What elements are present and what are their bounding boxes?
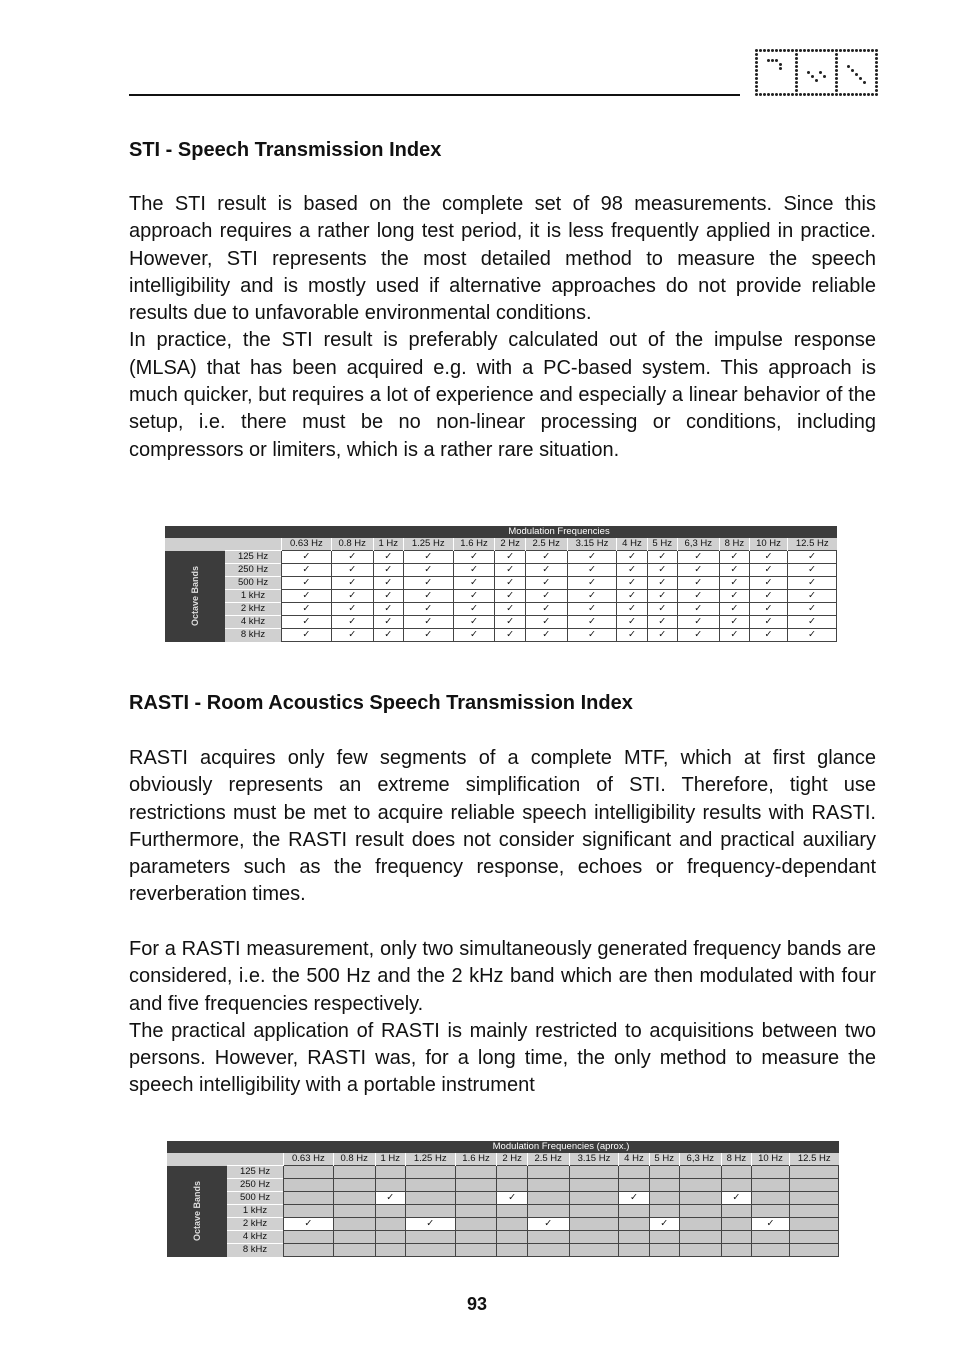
row-label: 2 kHz [225, 603, 282, 616]
table-cell [789, 1192, 838, 1205]
section-heading-rasti: RASTI - Room Acoustics Speech Transmission Index [129, 692, 633, 714]
sti-body-text [129, 191, 876, 464]
table-cell: ✓ [373, 603, 403, 616]
table-cell: ✓ [647, 603, 677, 616]
table-cell [679, 1244, 721, 1257]
table-cell [455, 1179, 497, 1192]
table-row [167, 1179, 839, 1192]
paragraph: RASTI acquires only few segments of a complete MTF, which at first glance obviously represents an extreme simplification of STI. Therefore, tight use restrictions must be met to acquire reliable speech intelligibility results with RASTI. Furthermore, the RASTI result does not consider significant and practical auxiliary parameters such as the frequency response, echoes or frequency-dependant reverberation times. [129, 747, 876, 906]
table-cell: ✓ [751, 1218, 789, 1231]
rasti-body-text-1 [129, 745, 876, 909]
column-header: 0.63 Hz [284, 1153, 334, 1166]
table-cell [527, 1179, 569, 1192]
table-cell: ✓ [719, 564, 749, 577]
table-cell: ✓ [749, 551, 787, 564]
table-cell: ✓ [567, 577, 617, 590]
table-cell: ✓ [453, 616, 495, 629]
table-cell [751, 1205, 789, 1218]
table-cell: ✓ [282, 577, 332, 590]
column-header: 5 Hz [647, 538, 677, 551]
table-cell [789, 1244, 838, 1257]
table-cell: ✓ [677, 603, 719, 616]
table-cell [569, 1166, 619, 1179]
table-cell: ✓ [403, 577, 453, 590]
brand-logo [755, 49, 877, 96]
column-header: 1.6 Hz [453, 538, 495, 551]
table-cell: ✓ [677, 590, 719, 603]
table-cell: ✓ [373, 616, 403, 629]
table-cell: ✓ [403, 590, 453, 603]
table-cell: ✓ [647, 564, 677, 577]
table-cell: ✓ [497, 1192, 527, 1205]
table-cell: ✓ [453, 577, 495, 590]
table-cell: ✓ [331, 590, 373, 603]
table-cell: ✓ [331, 577, 373, 590]
rasti-body-text-2 [129, 936, 876, 1100]
table-cell: ✓ [647, 551, 677, 564]
table-cell [375, 1166, 405, 1179]
table-cell: ✓ [567, 564, 617, 577]
table-cell: ✓ [495, 551, 525, 564]
row-label: 125 Hz [227, 1166, 284, 1179]
table-cell: ✓ [331, 551, 373, 564]
table-cell: ✓ [403, 629, 453, 642]
table-cell [405, 1205, 455, 1218]
table-cell: ✓ [282, 603, 332, 616]
column-header: 2.5 Hz [525, 538, 567, 551]
rasti-modulation-table [167, 1141, 839, 1257]
column-header: 1.25 Hz [405, 1153, 455, 1166]
table-cell: ✓ [453, 590, 495, 603]
paragraph: For a RASTI measurement, only two simultaneously generated frequency bands are considered, i.e. the 500 Hz and the 2 kHz band which are then modulated with four and five frequencies respectively. [129, 938, 876, 1015]
table-cell: ✓ [721, 1192, 751, 1205]
table-cell [679, 1231, 721, 1244]
column-header: 12.5 Hz [787, 538, 836, 551]
table-cell: ✓ [617, 551, 647, 564]
paragraph: The STI result is based on the complete set of 98 measurements. Since this approach requires a rather long test period, it is less frequently applied in practice. However, STI represents the most detailed method to measure the speech intelligibility and is mostly used if alternative approaches do not provide reliable results due to unfavorable environmental conditions. [129, 193, 876, 325]
table-cell: ✓ [373, 577, 403, 590]
table-cell [619, 1205, 649, 1218]
table-cell: ✓ [495, 603, 525, 616]
table-cell: ✓ [719, 577, 749, 590]
table-cell: ✓ [787, 577, 836, 590]
table-cell: ✓ [719, 603, 749, 616]
table-cell [527, 1205, 569, 1218]
column-header: 3.15 Hz [569, 1153, 619, 1166]
table-cell: ✓ [403, 616, 453, 629]
table-cell: ✓ [525, 603, 567, 616]
table-cell [649, 1179, 679, 1192]
table-row [165, 564, 837, 577]
column-header: 8 Hz [719, 538, 749, 551]
table-cell [789, 1218, 838, 1231]
table-cell: ✓ [403, 551, 453, 564]
table-cell: ✓ [617, 577, 647, 590]
table-cell [619, 1244, 649, 1257]
column-header: 4 Hz [619, 1153, 649, 1166]
table-cell: ✓ [453, 629, 495, 642]
table-row [167, 1231, 839, 1244]
table-cell [721, 1205, 751, 1218]
table-cell: ✓ [677, 616, 719, 629]
column-header: 1 Hz [373, 538, 403, 551]
table-row [165, 577, 837, 590]
table-cell [569, 1244, 619, 1257]
table-cell [375, 1179, 405, 1192]
table-cell: ✓ [617, 629, 647, 642]
table-cell [497, 1179, 527, 1192]
table-cell [455, 1244, 497, 1257]
table-cell: ✓ [567, 616, 617, 629]
table-cell: ✓ [677, 551, 719, 564]
table-cell: ✓ [525, 551, 567, 564]
table-cell: ✓ [403, 603, 453, 616]
table-cell: ✓ [331, 564, 373, 577]
table-cell [789, 1166, 838, 1179]
table-cell [375, 1205, 405, 1218]
table-cell [569, 1231, 619, 1244]
header-rule [129, 94, 740, 96]
row-label: 500 Hz [227, 1192, 284, 1205]
table-cell: ✓ [647, 590, 677, 603]
table-corner [167, 1153, 284, 1166]
table-cell: ✓ [677, 629, 719, 642]
table-cell [497, 1166, 527, 1179]
column-header: 6,3 Hz [679, 1153, 721, 1166]
table-row [165, 616, 837, 629]
table-cell [405, 1244, 455, 1257]
table-cell [649, 1244, 679, 1257]
table-cell [284, 1192, 334, 1205]
table-cell: ✓ [567, 603, 617, 616]
table-row [165, 603, 837, 616]
table-row [165, 629, 837, 642]
table-cell [375, 1231, 405, 1244]
table-cell [284, 1244, 334, 1257]
row-label: 8 kHz [225, 629, 282, 642]
table-cell [497, 1218, 527, 1231]
table-cell [721, 1166, 751, 1179]
table-cell: ✓ [331, 629, 373, 642]
table-cell: ✓ [749, 577, 787, 590]
table-cell [619, 1179, 649, 1192]
table-cell [527, 1166, 569, 1179]
table-cell [649, 1231, 679, 1244]
table-cell: ✓ [749, 629, 787, 642]
column-header: 0.63 Hz [282, 538, 332, 551]
table-cell [679, 1218, 721, 1231]
table-cell: ✓ [677, 577, 719, 590]
column-header: 2.5 Hz [527, 1153, 569, 1166]
table-cell [721, 1244, 751, 1257]
table-cell: ✓ [284, 1218, 334, 1231]
row-label: 2 kHz [227, 1218, 284, 1231]
table-corner [167, 1141, 284, 1153]
table-cell [789, 1205, 838, 1218]
table-cell: ✓ [495, 629, 525, 642]
table-cell: ✓ [373, 629, 403, 642]
table-cell [679, 1166, 721, 1179]
table-row [167, 1192, 839, 1205]
table-cell: ✓ [719, 629, 749, 642]
table-cell [569, 1218, 619, 1231]
table-cell [284, 1166, 334, 1179]
table-cell [569, 1192, 619, 1205]
row-label: 1 kHz [227, 1205, 284, 1218]
table-cell [333, 1205, 375, 1218]
table-cell: ✓ [525, 577, 567, 590]
table-cell [455, 1205, 497, 1218]
table-cell: ✓ [495, 616, 525, 629]
row-label: 500 Hz [225, 577, 282, 590]
column-header: 2 Hz [495, 538, 525, 551]
table-cell: ✓ [619, 1192, 649, 1205]
table-cell: ✓ [719, 590, 749, 603]
table-cell [527, 1244, 569, 1257]
table-cell [333, 1231, 375, 1244]
column-header: 1 Hz [375, 1153, 405, 1166]
table-cell: ✓ [567, 629, 617, 642]
row-label: 1 kHz [225, 590, 282, 603]
column-header: 2 Hz [497, 1153, 527, 1166]
table-cell: ✓ [787, 616, 836, 629]
column-header: 10 Hz [749, 538, 787, 551]
table-cell: ✓ [282, 629, 332, 642]
table-cell: ✓ [647, 629, 677, 642]
table-cell: ✓ [373, 590, 403, 603]
side-label: Octave Bands [167, 1166, 227, 1257]
table-cell: ✓ [787, 590, 836, 603]
row-label: 125 Hz [225, 551, 282, 564]
table-cell: ✓ [749, 564, 787, 577]
table-cell [619, 1218, 649, 1231]
table-cell: ✓ [453, 551, 495, 564]
column-header: 8 Hz [721, 1153, 751, 1166]
table-cell: ✓ [525, 616, 567, 629]
table-cell [679, 1179, 721, 1192]
table-row [167, 1218, 839, 1231]
table-cell [405, 1166, 455, 1179]
table-row [167, 1166, 839, 1179]
table-cell [497, 1231, 527, 1244]
table-cell [333, 1179, 375, 1192]
table-cell: ✓ [649, 1218, 679, 1231]
table-cell: ✓ [617, 603, 647, 616]
table-cell: ✓ [405, 1218, 455, 1231]
table-cell: ✓ [787, 603, 836, 616]
row-label: 4 kHz [225, 616, 282, 629]
table-cell [497, 1244, 527, 1257]
table-cell: ✓ [719, 616, 749, 629]
table-cell: ✓ [453, 603, 495, 616]
table-title: Modulation Frequencies (aprox.) [284, 1141, 839, 1153]
table-cell: ✓ [567, 590, 617, 603]
row-label: 8 kHz [227, 1244, 284, 1257]
table-cell: ✓ [617, 590, 647, 603]
column-header: 1.6 Hz [455, 1153, 497, 1166]
table-cell: ✓ [719, 551, 749, 564]
table-cell [789, 1231, 838, 1244]
paragraph: The practical application of RASTI is mainly restricted to acquisitions between two persons. However, RASTI was, for a long time, the only method to measure the speech intelligibility with a portable instrument [129, 1019, 876, 1097]
table-title: Modulation Frequencies [282, 526, 837, 538]
table-cell [333, 1166, 375, 1179]
table-cell: ✓ [375, 1192, 405, 1205]
table-cell: ✓ [527, 1218, 569, 1231]
column-header: 5 Hz [649, 1153, 679, 1166]
table-cell: ✓ [282, 616, 332, 629]
column-header: 6,3 Hz [677, 538, 719, 551]
table-cell: ✓ [749, 616, 787, 629]
table-cell: ✓ [525, 629, 567, 642]
column-header: 12.5 Hz [789, 1153, 838, 1166]
table-cell: ✓ [787, 551, 836, 564]
table-cell: ✓ [282, 564, 332, 577]
column-header: 4 Hz [617, 538, 647, 551]
table-cell [333, 1192, 375, 1205]
table-cell: ✓ [331, 603, 373, 616]
table-cell: ✓ [373, 564, 403, 577]
table-cell: ✓ [495, 590, 525, 603]
table-cell [649, 1192, 679, 1205]
table-cell: ✓ [373, 551, 403, 564]
table-cell [375, 1244, 405, 1257]
table-cell: ✓ [677, 564, 719, 577]
column-header: 3.15 Hz [567, 538, 617, 551]
table-cell [619, 1166, 649, 1179]
table-cell: ✓ [495, 577, 525, 590]
table-cell [721, 1231, 751, 1244]
table-cell [375, 1218, 405, 1231]
table-cell [789, 1179, 838, 1192]
table-cell: ✓ [282, 551, 332, 564]
table-corner [165, 526, 282, 538]
table-cell: ✓ [525, 564, 567, 577]
table-cell [284, 1179, 334, 1192]
table-cell [619, 1231, 649, 1244]
table-cell [569, 1205, 619, 1218]
table-cell [569, 1179, 619, 1192]
paragraph: In practice, the STI result is preferably calculated out of the impulse response (MLSA) that has been acquired e.g. with a PC-based system. This approach is much quicker, but requires a lot of experience and especially a linear behavior of the setup, i.e. there must be no non-linear processing or conditions, including compressors or limiters, which is a rather rare situation. [129, 329, 876, 461]
table-cell [455, 1218, 497, 1231]
table-cell: ✓ [647, 616, 677, 629]
table-cell: ✓ [331, 616, 373, 629]
table-cell: ✓ [617, 616, 647, 629]
row-label: 250 Hz [227, 1179, 284, 1192]
table-row [167, 1244, 839, 1257]
table-cell: ✓ [525, 590, 567, 603]
side-label: Octave Bands [165, 551, 225, 642]
column-header: 0.8 Hz [333, 1153, 375, 1166]
table-cell [333, 1244, 375, 1257]
table-cell: ✓ [647, 577, 677, 590]
column-header: 0.8 Hz [331, 538, 373, 551]
table-cell [405, 1231, 455, 1244]
table-cell: ✓ [403, 564, 453, 577]
table-cell [679, 1205, 721, 1218]
table-cell [751, 1166, 789, 1179]
table-cell: ✓ [617, 564, 647, 577]
sti-modulation-table [165, 526, 837, 642]
table-cell [751, 1179, 789, 1192]
table-cell: ✓ [749, 590, 787, 603]
table-row [167, 1205, 839, 1218]
table-cell [649, 1166, 679, 1179]
table-cell [455, 1231, 497, 1244]
table-cell: ✓ [495, 564, 525, 577]
row-label: 250 Hz [225, 564, 282, 577]
table-cell [721, 1218, 751, 1231]
table-cell [284, 1205, 334, 1218]
table-cell: ✓ [787, 629, 836, 642]
table-corner [165, 538, 282, 551]
table-cell: ✓ [567, 551, 617, 564]
section-heading-sti: STI - Speech Transmission Index [129, 139, 442, 161]
table-cell [751, 1244, 789, 1257]
table-cell [679, 1192, 721, 1205]
table-cell [527, 1192, 569, 1205]
column-header: 1.25 Hz [403, 538, 453, 551]
table-cell: ✓ [749, 603, 787, 616]
table-cell [751, 1192, 789, 1205]
table-row [165, 590, 837, 603]
table-cell [649, 1205, 679, 1218]
table-cell [455, 1192, 497, 1205]
table-cell [721, 1179, 751, 1192]
table-cell [497, 1205, 527, 1218]
table-cell [527, 1231, 569, 1244]
table-cell: ✓ [282, 590, 332, 603]
table-cell [751, 1231, 789, 1244]
table-row [165, 551, 837, 564]
table-cell: ✓ [787, 564, 836, 577]
table-cell [455, 1166, 497, 1179]
table-cell [405, 1179, 455, 1192]
table-cell [333, 1218, 375, 1231]
table-cell: ✓ [453, 564, 495, 577]
page-number: 93 [466, 1294, 488, 1314]
row-label: 4 kHz [227, 1231, 284, 1244]
table-cell [284, 1231, 334, 1244]
column-header: 10 Hz [751, 1153, 789, 1166]
table-cell [405, 1192, 455, 1205]
